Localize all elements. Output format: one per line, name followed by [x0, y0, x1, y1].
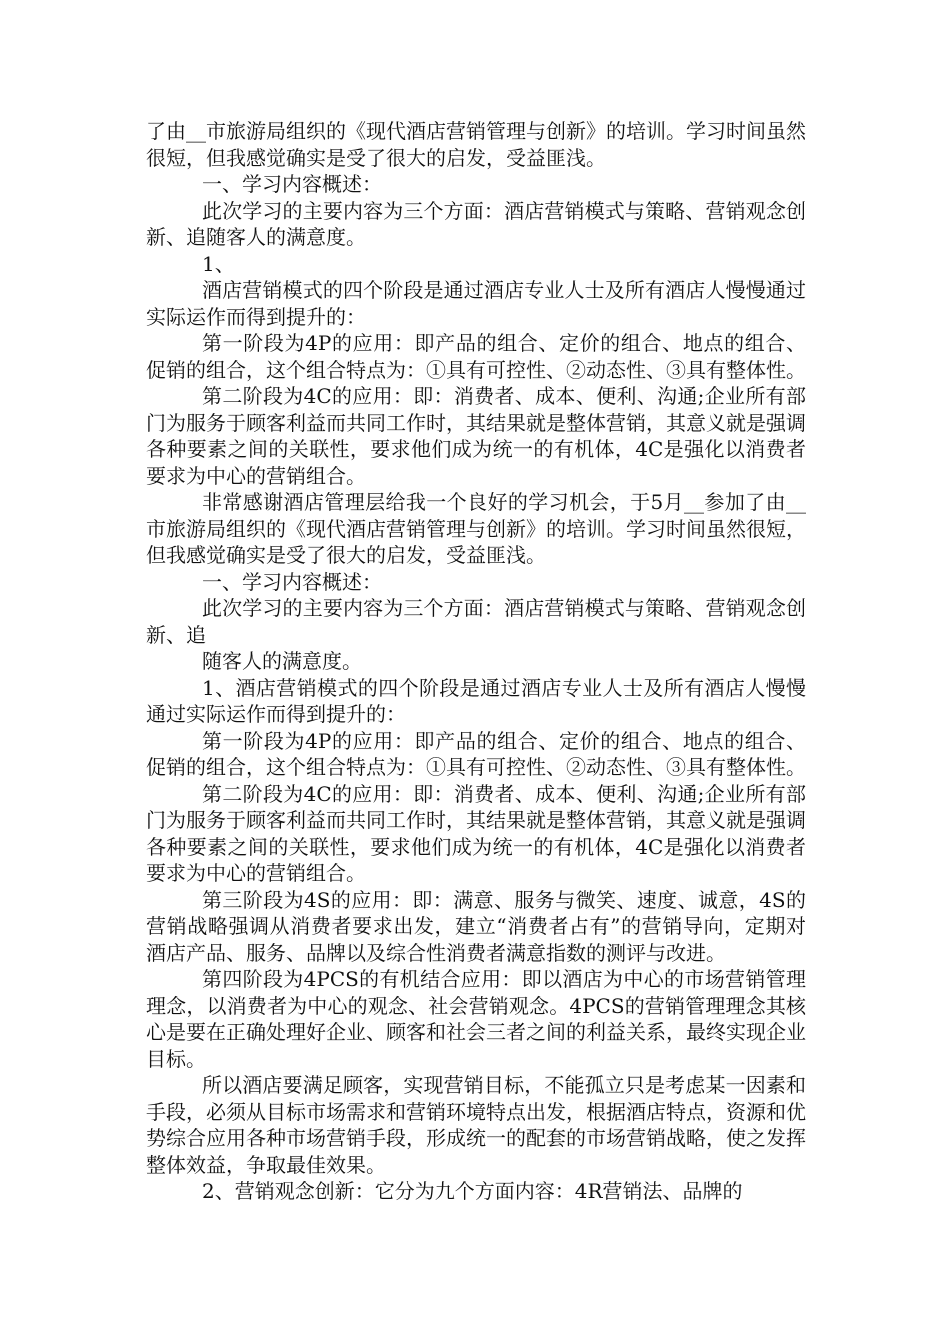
paragraph: 第四阶段为4PCS的有机结合应用：即以酒店为中心的市场营销管理理念，以消费者为中心的观念、社会营销观念。4PCS的营销管理理念其核心是要在正确处理好企业、顾客和社会三者之间的利益关系，最终实现企业目标。 [146, 967, 806, 1071]
document-body [146, 118, 806, 1205]
paragraph: 随客人的满意度。 [202, 649, 362, 673]
paragraph: 第一阶段为4P的应用：即产品的组合、定价的组合、地点的组合、促销的组合，这个组合特点为：①具有可控性、②动态性、③具有整体性。 [146, 728, 806, 779]
paragraph: 1、 [202, 251, 235, 276]
paragraph: 1、酒店营销模式的四个阶段是通过酒店专业人士及所有酒店人慢慢通过实际运作而得到提升的： [146, 675, 806, 726]
paragraph: 2、营销观念创新：它分为九个方面内容：4R营销法、品牌的 [202, 1179, 743, 1203]
paragraph: 一、学习内容概述： [202, 569, 382, 594]
paragraph: 所以酒店要满足顾客，实现营销目标，不能孤立只是考虑某一因素和手段，必须从目标市场需求和营销环境特点出发，根据酒店特点，资源和优势综合应用各种市场营销手段，形成统一的配套的市场营销战略，使之发挥整体效益，争取最佳效果。 [146, 1073, 806, 1177]
paragraph: 一、学习内容概述： [202, 172, 382, 196]
paragraph: 了由__市旅游局组织的《现代酒店营销管理与创新》的培训。学习时间虽然很短，但我感觉确实是受了很大的启发，受益匪浅。 [146, 119, 806, 170]
paragraph: 第二阶段为4C的应用：即：消费者、成本、便利、沟通;企业所有部门为服务于顾客利益而共同工作时，其结果就是整体营销，其意义就是强调各种要素之间的关联性，要求他们成为统一的有机体，4C是强化以消费者要求为中心的营销组合。 [146, 781, 806, 885]
paragraph: 第一阶段为4P的应用：即产品的组合、定价的组合、地点的组合、促销的组合，这个组合特点为：①具有可控性、②动态性、③具有整体性。 [146, 331, 806, 382]
paragraph: 酒店营销模式的四个阶段是通过酒店专业人士及所有酒店人慢慢通过实际运作而得到提升的： [146, 278, 806, 329]
paragraph: 此次学习的主要内容为三个方面：酒店营销模式与策略、营销观念创新、追随客人的满意度。 [146, 198, 806, 249]
paragraph: 第三阶段为4S的应用：即：满意、服务与微笑、速度、诚意，4S的营销战略强调从消费者要求出发，建立“消费者占有”的营销导向，定期对酒店产品、服务、品牌以及综合性消费者满意指数的测评与改进。 [146, 887, 806, 965]
paragraph: 第二阶段为4C的应用：即：消费者、成本、便利、沟通;企业所有部门为服务于顾客利益而共同工作时，其结果就是整体营销，其意义就是强调各种要素之间的关联性，要求他们成为统一的有机体，4C是强化以消费者要求为中心的营销组合。 [146, 384, 806, 488]
paragraph: 此次学习的主要内容为三个方面：酒店营销模式与策略、营销观念创新、追 [146, 596, 806, 647]
paragraph: 非常感谢酒店管理层给我一个良好的学习机会，于5月__参加了由__市旅游局组织的《现代酒店营销管理与创新》的培训。学习时间虽然很短，但我感觉确实是受了很大的启发，受益匪浅。 [146, 490, 806, 567]
